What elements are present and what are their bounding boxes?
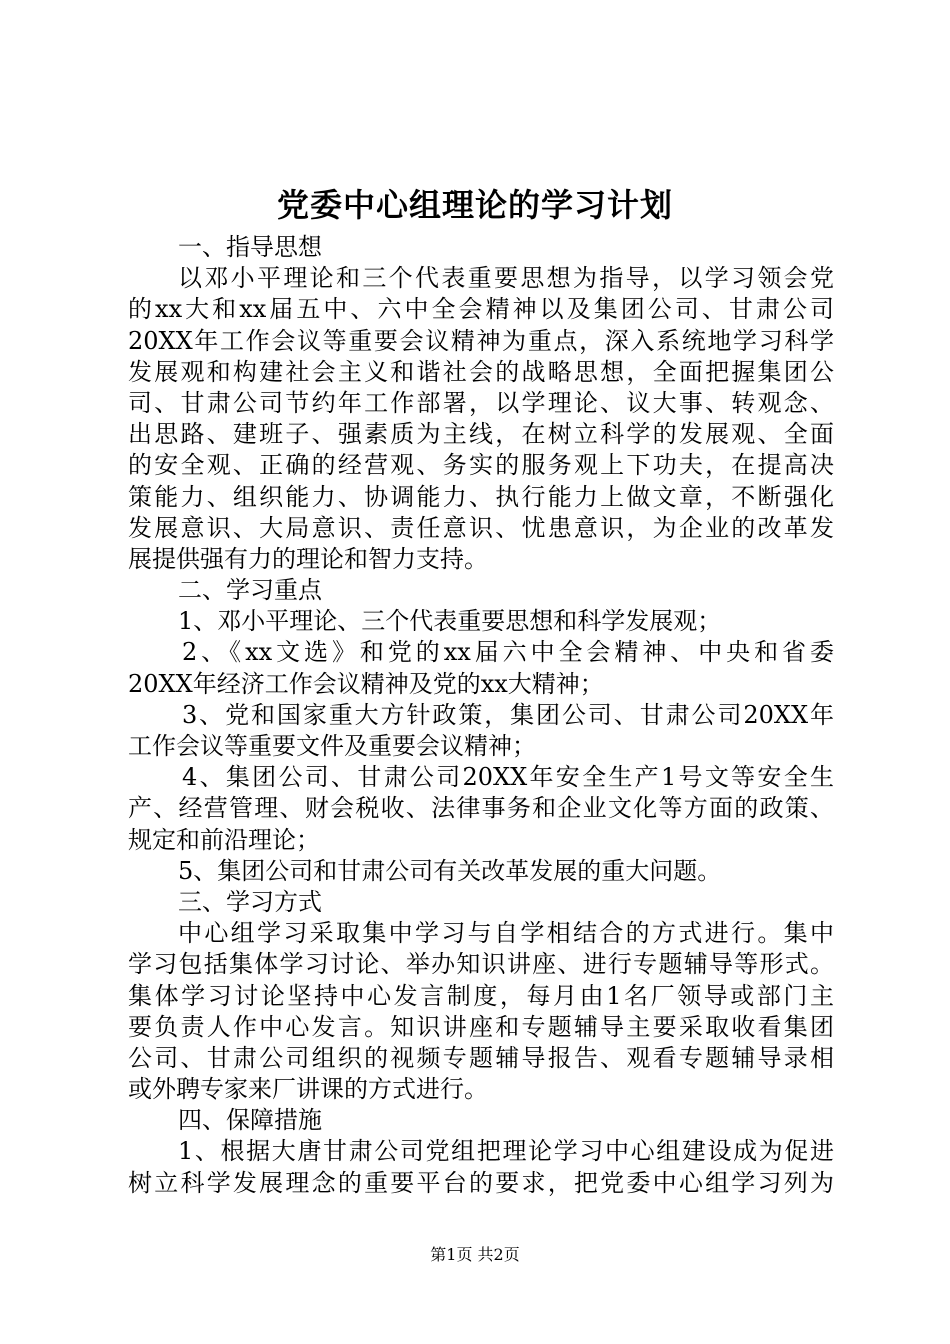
section-heading: 三、学习方式 (178, 887, 322, 916)
paragraph-line: 司、甘肃公司节约年工作部署，以学理论、议大事、转观念、 (128, 388, 834, 417)
paragraph-line: 集体学习讨论坚持中心发言制度，每月由1名厂领导或部门主 (128, 981, 834, 1010)
section-heading: 二、学习重点 (178, 576, 322, 605)
list-item: 2、《xx文选》和党的xx届六中全会精神、中央和省委 (182, 638, 834, 667)
paragraph-line: 要负责人作中心发言。知识讲座和专题辅导主要采取收看集团 (128, 1012, 834, 1041)
list-item-continuation: 产、经营管理、财会税收、法律事务和企业文化等方面的政策、 (128, 794, 834, 823)
paragraph-line: 学习包括集体学习讨论、举办知识讲座、进行专题辅导等形式。 (128, 950, 834, 979)
section-heading: 一、指导思想 (178, 233, 322, 261)
list-item-continuation: 20XX年经济工作会议精神及党的xx大精神； (128, 669, 604, 698)
paragraph-line: 出思路、建班子、强素质为主线，在树立科学的发展观、全面 (128, 420, 834, 449)
paragraph-line: 20XX年工作会议等重要会议精神为重点，深入系统地学习科学 (128, 326, 834, 355)
paragraph-line: 策能力、组织能力、协调能力、执行能力上做文章，不断强化 (128, 482, 834, 511)
paragraph-line: 发展观和构建社会主义和谐社会的战略思想，全面把握集团公 (128, 357, 834, 386)
paragraph-line: 的xx大和xx届五中、六中全会精神以及集团公司、甘肃公司 (128, 295, 834, 324)
page-footer: 第1页 共2页 (430, 1245, 520, 1264)
paragraph-line: 中心组学习采取集中学习与自学相结合的方式进行。集中 (178, 919, 834, 948)
paragraph-line: 以邓小平理论和三个代表重要思想为指导，以学习领会党 (178, 264, 834, 293)
paragraph-line: 公司、甘肃公司组织的视频专题辅导报告、观看专题辅导录相 (128, 1043, 834, 1072)
paragraph-line: 发展意识、大局意识、责任意识、忧患意识，为企业的改革发 (128, 513, 834, 542)
document-title: 党委中心组理论的学习计划 (276, 186, 673, 224)
list-item: 5、集团公司和甘肃公司有关改革发展的重大问题。 (178, 856, 722, 885)
section-heading: 四、保障措施 (178, 1106, 322, 1135)
list-item: 3、党和国家重大方针政策，集团公司、甘肃公司20XX年 (182, 700, 834, 729)
paragraph-line: 展提供强有力的理论和智力支持。 (128, 544, 488, 573)
paragraph-line: 的安全观、正确的经营观、务实的服务观上下功夫，在提高决 (128, 451, 834, 480)
list-item: 1、邓小平理论、三个代表重要思想和科学发展观； (178, 607, 722, 636)
list-item-continuation: 规定和前沿理论； (128, 825, 320, 854)
list-item-continuation: 树立科学发展理念的重要平台的要求，把党委中心组学习列为 (128, 1168, 834, 1197)
paragraph-line: 或外聘专家来厂讲课的方式进行。 (128, 1075, 488, 1104)
list-item: 1、根据大唐甘肃公司党组把理论学习中心组建设成为促进 (178, 1137, 834, 1166)
list-item-continuation: 工作会议等重要文件及重要会议精神； (128, 732, 536, 760)
list-item: 4、集团公司、甘肃公司20XX年安全生产1号文等安全生 (182, 763, 834, 792)
document-body (128, 232, 834, 1199)
